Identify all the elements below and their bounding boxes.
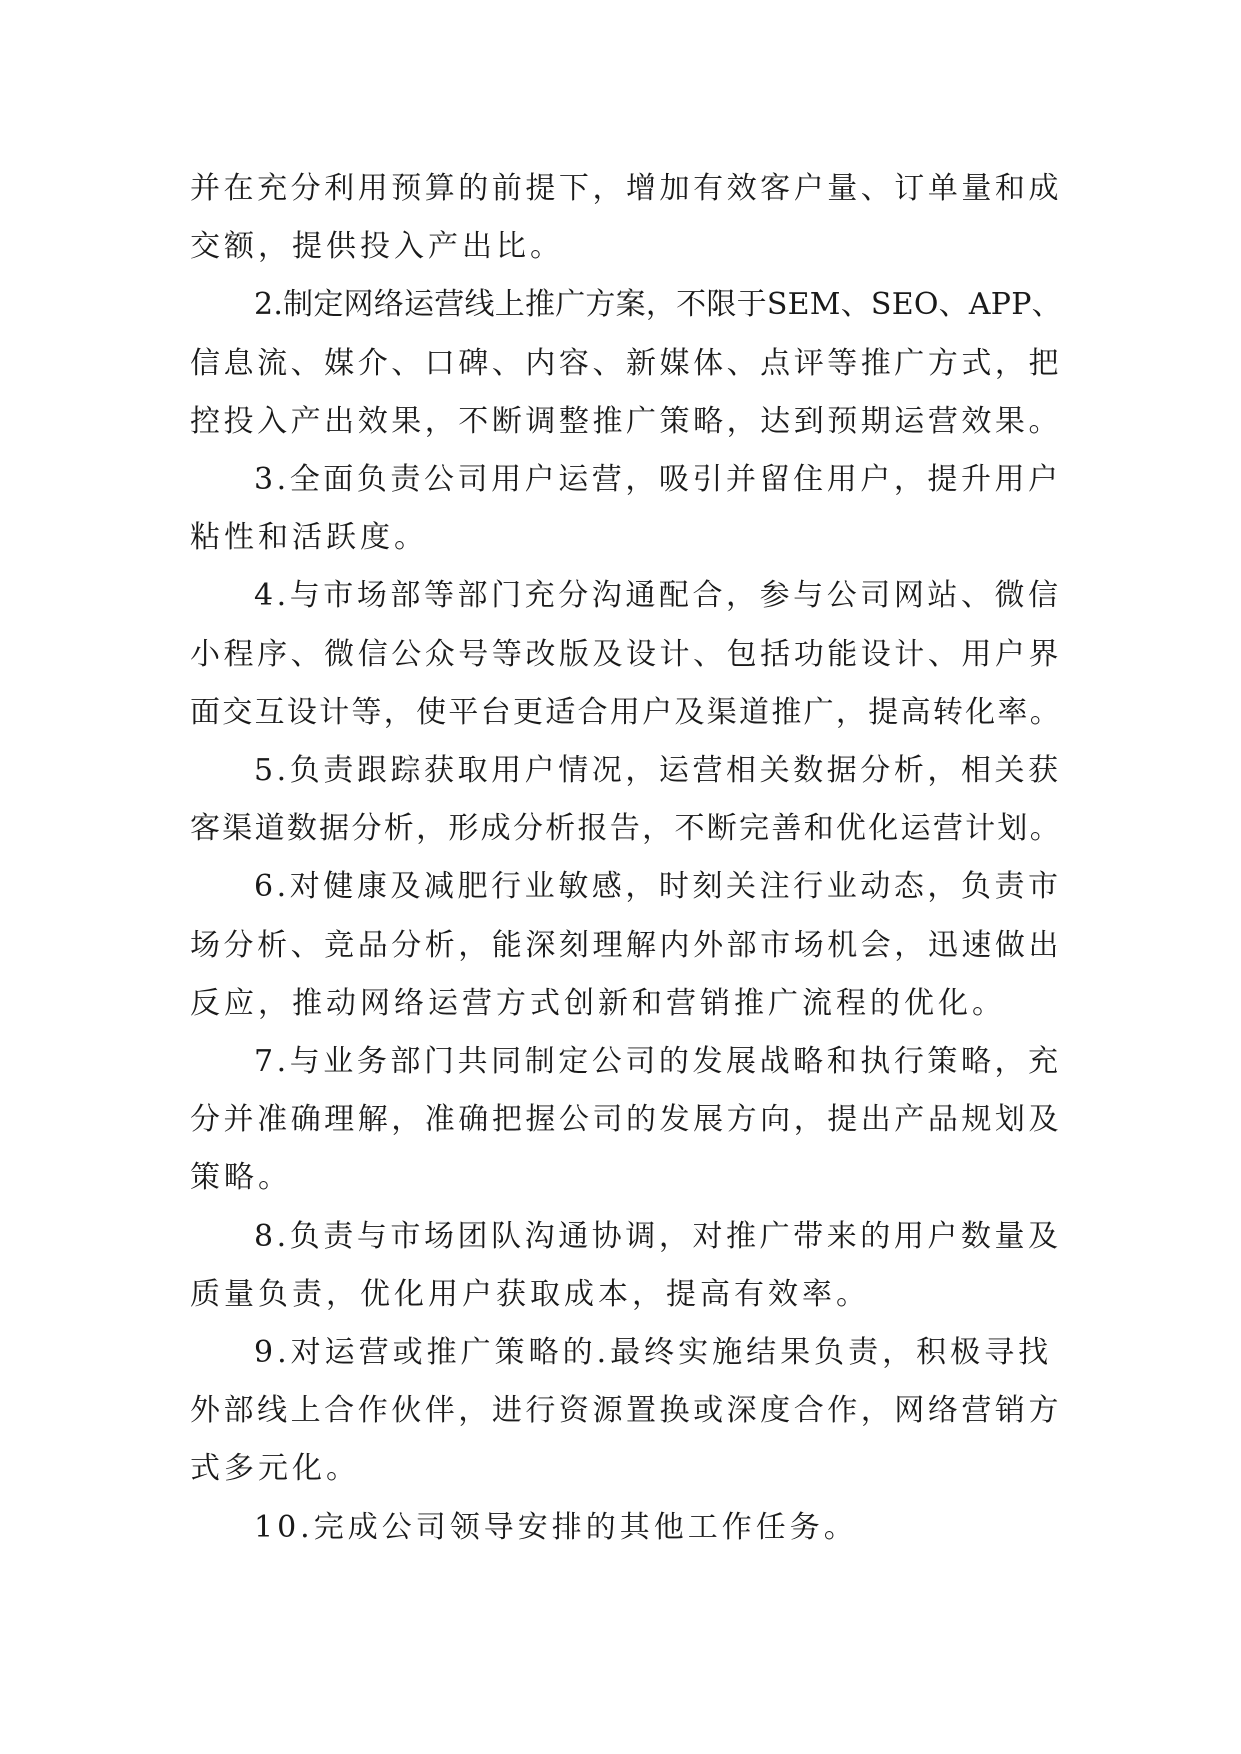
paragraph-first-line: 7.与业务部门共同制定公司的发展战略和执行策略，充 bbox=[254, 1044, 1062, 1080]
paragraph-line: 控投入产出效果，不断调整推广策略，达到预期运营效果。 bbox=[190, 403, 1062, 439]
document-body bbox=[190, 160, 1062, 1557]
paragraph-line: 外部线上合作伙伴，进行资源置换或深度合作，网络营销方 bbox=[190, 1393, 1062, 1429]
paragraph-first-line: 10.完成公司领导安排的其他工作任务。 bbox=[254, 1509, 858, 1545]
paragraph-first-line: 6.对健康及减肥行业敏感，时刻关注行业动态，负责市 bbox=[254, 869, 1062, 905]
paragraph-line: 分并准确理解，准确把握公司的发展方向，提出产品规划及 bbox=[190, 1102, 1062, 1138]
paragraph-first-line: 9.对运营或推广策略的.最终实施结果负责，积极寻找 bbox=[254, 1335, 1053, 1371]
paragraph-line: 客渠道数据分析，形成分析报告，不断完善和优化运营计划。 bbox=[190, 811, 1062, 847]
paragraph-first-line: 4.与市场部等部门充分沟通配合，参与公司网站、微信 bbox=[254, 578, 1062, 614]
paragraph-line: 式多元化。 bbox=[190, 1451, 360, 1487]
paragraph-line: 并在充分利用预算的前提下，增加有效客户量、订单量和成 bbox=[190, 171, 1062, 206]
paragraph-line: 小程序、微信公众号等改版及设计、包括功能设计、用户界 bbox=[190, 636, 1062, 672]
paragraph-line: 质量负责，优化用户获取成本，提高有效率。 bbox=[190, 1276, 870, 1312]
paragraph-line: 信息流、媒介、口碑、内容、新媒体、点评等推广方式，把 bbox=[190, 345, 1062, 381]
paragraph-first-line: 2.制定网络运营线上推广方案，不限于SEM、SEO、APP、 bbox=[254, 287, 1062, 323]
paragraph-line: 面交互设计等，使平台更适合用户及渠道推广，提高转化率。 bbox=[190, 694, 1062, 730]
paragraph-line: 交额，提供投入产出比。 bbox=[190, 229, 564, 265]
paragraph-line: 粘性和活跃度。 bbox=[190, 520, 428, 556]
paragraph-first-line: 8.负责与市场团队沟通协调，对推广带来的用户数量及 bbox=[254, 1218, 1062, 1254]
paragraph-first-line: 3.全面负责公司用户运营，吸引并留住用户，提升用户 bbox=[254, 462, 1062, 498]
paragraph-line: 策略。 bbox=[190, 1160, 292, 1196]
paragraph-line: 反应，推动网络运营方式创新和营销推广流程的优化。 bbox=[190, 985, 1006, 1021]
paragraph-line: 场分析、竞品分析，能深刻理解内外部市场机会，迅速做出 bbox=[190, 927, 1062, 963]
paragraph-first-line: 5.负责跟踪获取用户情况，运营相关数据分析，相关获 bbox=[254, 753, 1062, 789]
